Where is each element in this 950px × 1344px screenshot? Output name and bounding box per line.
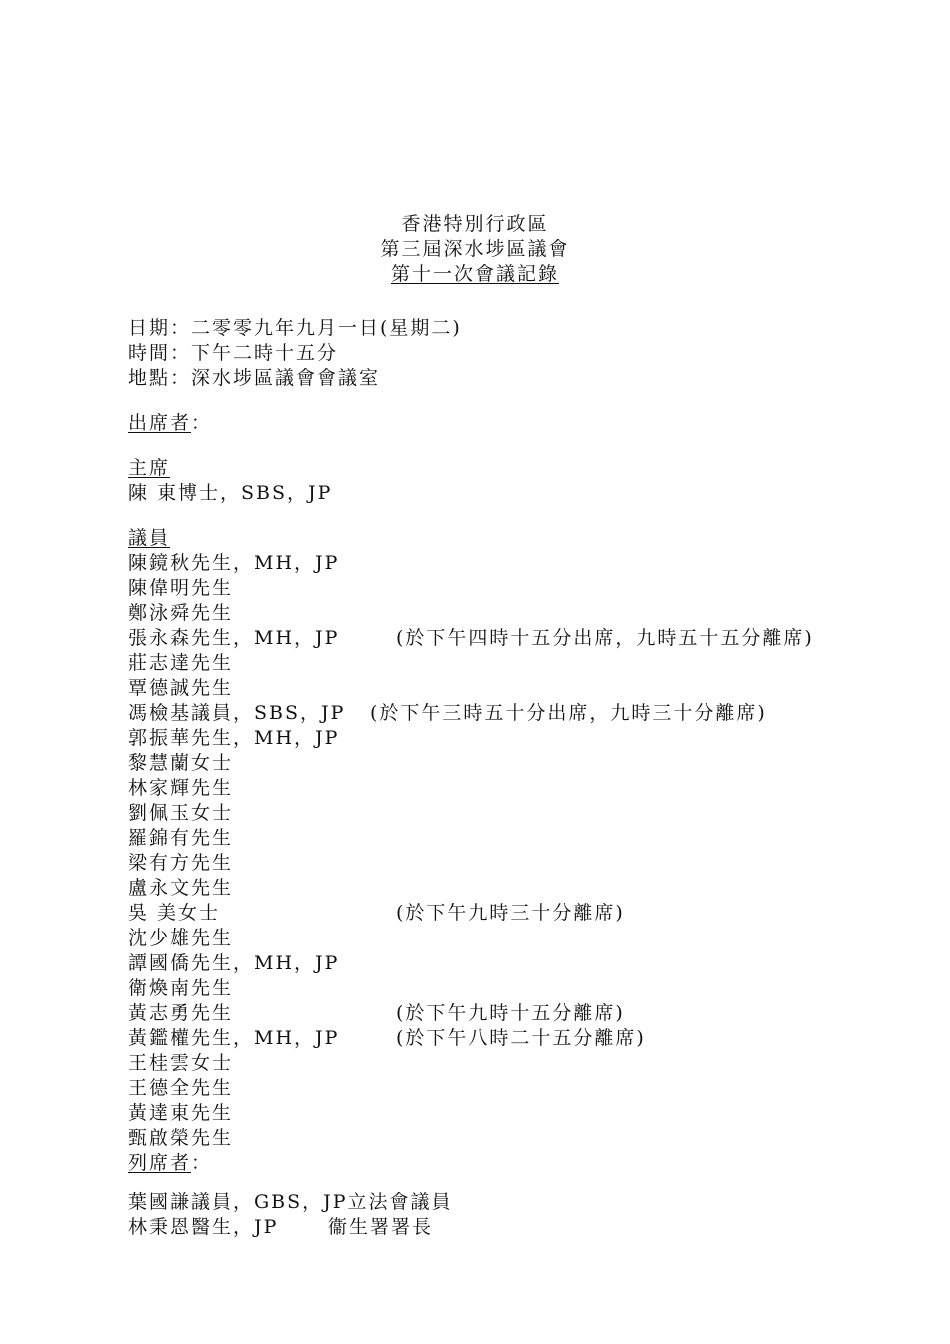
member-name: 盧永文先生: [128, 877, 234, 899]
member-name: 張永森先生，MH，JP: [128, 627, 340, 649]
guest-role: 衞生署署長: [328, 1216, 434, 1238]
members-heading: 議員: [128, 527, 171, 549]
member-name: 羅錦有先生: [128, 827, 234, 849]
member-row: [128, 1051, 462, 1076]
guest-name: 葉國謙議員，GBS，JP立法會議員: [128, 1191, 453, 1213]
members-list: [128, 551, 814, 1151]
member-row: [128, 976, 462, 1001]
member-row: [128, 826, 462, 851]
member-row: [128, 1101, 462, 1126]
member-attendance-note: (於下午九時十五分離席): [396, 1002, 625, 1024]
member-name: 林家輝先生: [128, 777, 234, 799]
member-row: [128, 951, 462, 976]
member-name: 王德全先生: [128, 1077, 234, 1099]
member-name: 陳鏡秋先生，MH，JP: [128, 552, 340, 574]
chair-heading: 主席: [128, 457, 171, 479]
attendance-heading-label: 出席者: [128, 412, 192, 434]
title-meeting-minutes: 第十一次會議記錄: [390, 263, 559, 285]
member-name: 莊志達先生: [128, 652, 234, 674]
guest-row: [128, 1190, 462, 1215]
chair-name: 陳 東博士，SBS，JP: [128, 482, 333, 504]
member-row: [128, 1076, 462, 1101]
member-name: 吳 美女士: [128, 902, 221, 924]
member-row: [128, 876, 462, 901]
guests-list: [128, 1190, 462, 1240]
member-name: 覃德誠先生: [128, 677, 234, 699]
attendance-heading: [128, 411, 462, 436]
member-row: [128, 626, 814, 651]
member-attendance-note: (於下午九時三十分離席): [396, 902, 625, 924]
member-name: 黃鑑權先生，MH，JP: [128, 1027, 340, 1049]
title-region: 香港特別行政區: [401, 213, 549, 235]
member-row: [128, 551, 462, 576]
meeting-time: 時間：下午二時十五分: [128, 342, 339, 364]
in-attendance-heading-label: 列席者: [128, 1152, 192, 1174]
member-row: [128, 926, 462, 951]
member-row: [128, 726, 462, 751]
minutes-body: [128, 316, 814, 1240]
document-title-block: [0, 212, 950, 287]
member-row: [128, 1001, 625, 1026]
member-name: 譚國僑先生，MH，JP: [128, 952, 340, 974]
member-attendance-note: (於下午八時二十五分離席): [396, 1027, 646, 1049]
meeting-date: 日期：二零零九年九月一日(星期二): [128, 317, 462, 339]
member-name: 鄭泳舜先生: [128, 602, 234, 624]
member-name: 甄啟榮先生: [128, 1127, 234, 1149]
member-row: [128, 776, 462, 801]
member-row: [128, 676, 462, 701]
in-attendance-heading-colon: ：: [191, 1152, 213, 1174]
member-name: 王桂雲女士: [128, 1052, 234, 1074]
member-name: 黎慧蘭女士: [128, 752, 234, 774]
guest-row: [128, 1215, 462, 1240]
member-attendance-note: (於下午三時五十分出席，九時三十分離席): [370, 702, 767, 724]
member-name: 陳偉明先生: [128, 577, 234, 599]
member-name: 沈少雄先生: [128, 927, 234, 949]
member-row: [128, 851, 462, 876]
member-name: 劉佩玉女士: [128, 802, 234, 824]
member-row: [128, 1026, 646, 1051]
title-council: 第三屆深水埗區議會: [380, 238, 570, 260]
member-row: [128, 651, 462, 676]
member-row: [128, 801, 462, 826]
member-row: [128, 576, 462, 601]
in-attendance-heading: [128, 1151, 462, 1176]
member-row: [128, 601, 462, 626]
member-name: 郭振華先生，MH，JP: [128, 727, 340, 749]
member-name: 黃達東先生: [128, 1102, 234, 1124]
guest-name: 林秉恩醫生，JP: [128, 1216, 279, 1238]
member-row: [128, 1126, 462, 1151]
member-row: [128, 751, 462, 776]
meeting-venue: 地點：深水埗區議會會議室: [128, 367, 381, 389]
member-name: 衛煥南先生: [128, 977, 234, 999]
member-row: [128, 701, 767, 726]
attendance-heading-colon: ：: [191, 412, 213, 434]
member-name: 黃志勇先生: [128, 1002, 234, 1024]
member-attendance-note: (於下午四時十五分出席，九時五十五分離席): [396, 627, 814, 649]
member-row: [128, 901, 625, 926]
member-name: 馮檢基議員，SBS，JP: [128, 702, 346, 724]
member-name: 梁有方先生: [128, 852, 234, 874]
